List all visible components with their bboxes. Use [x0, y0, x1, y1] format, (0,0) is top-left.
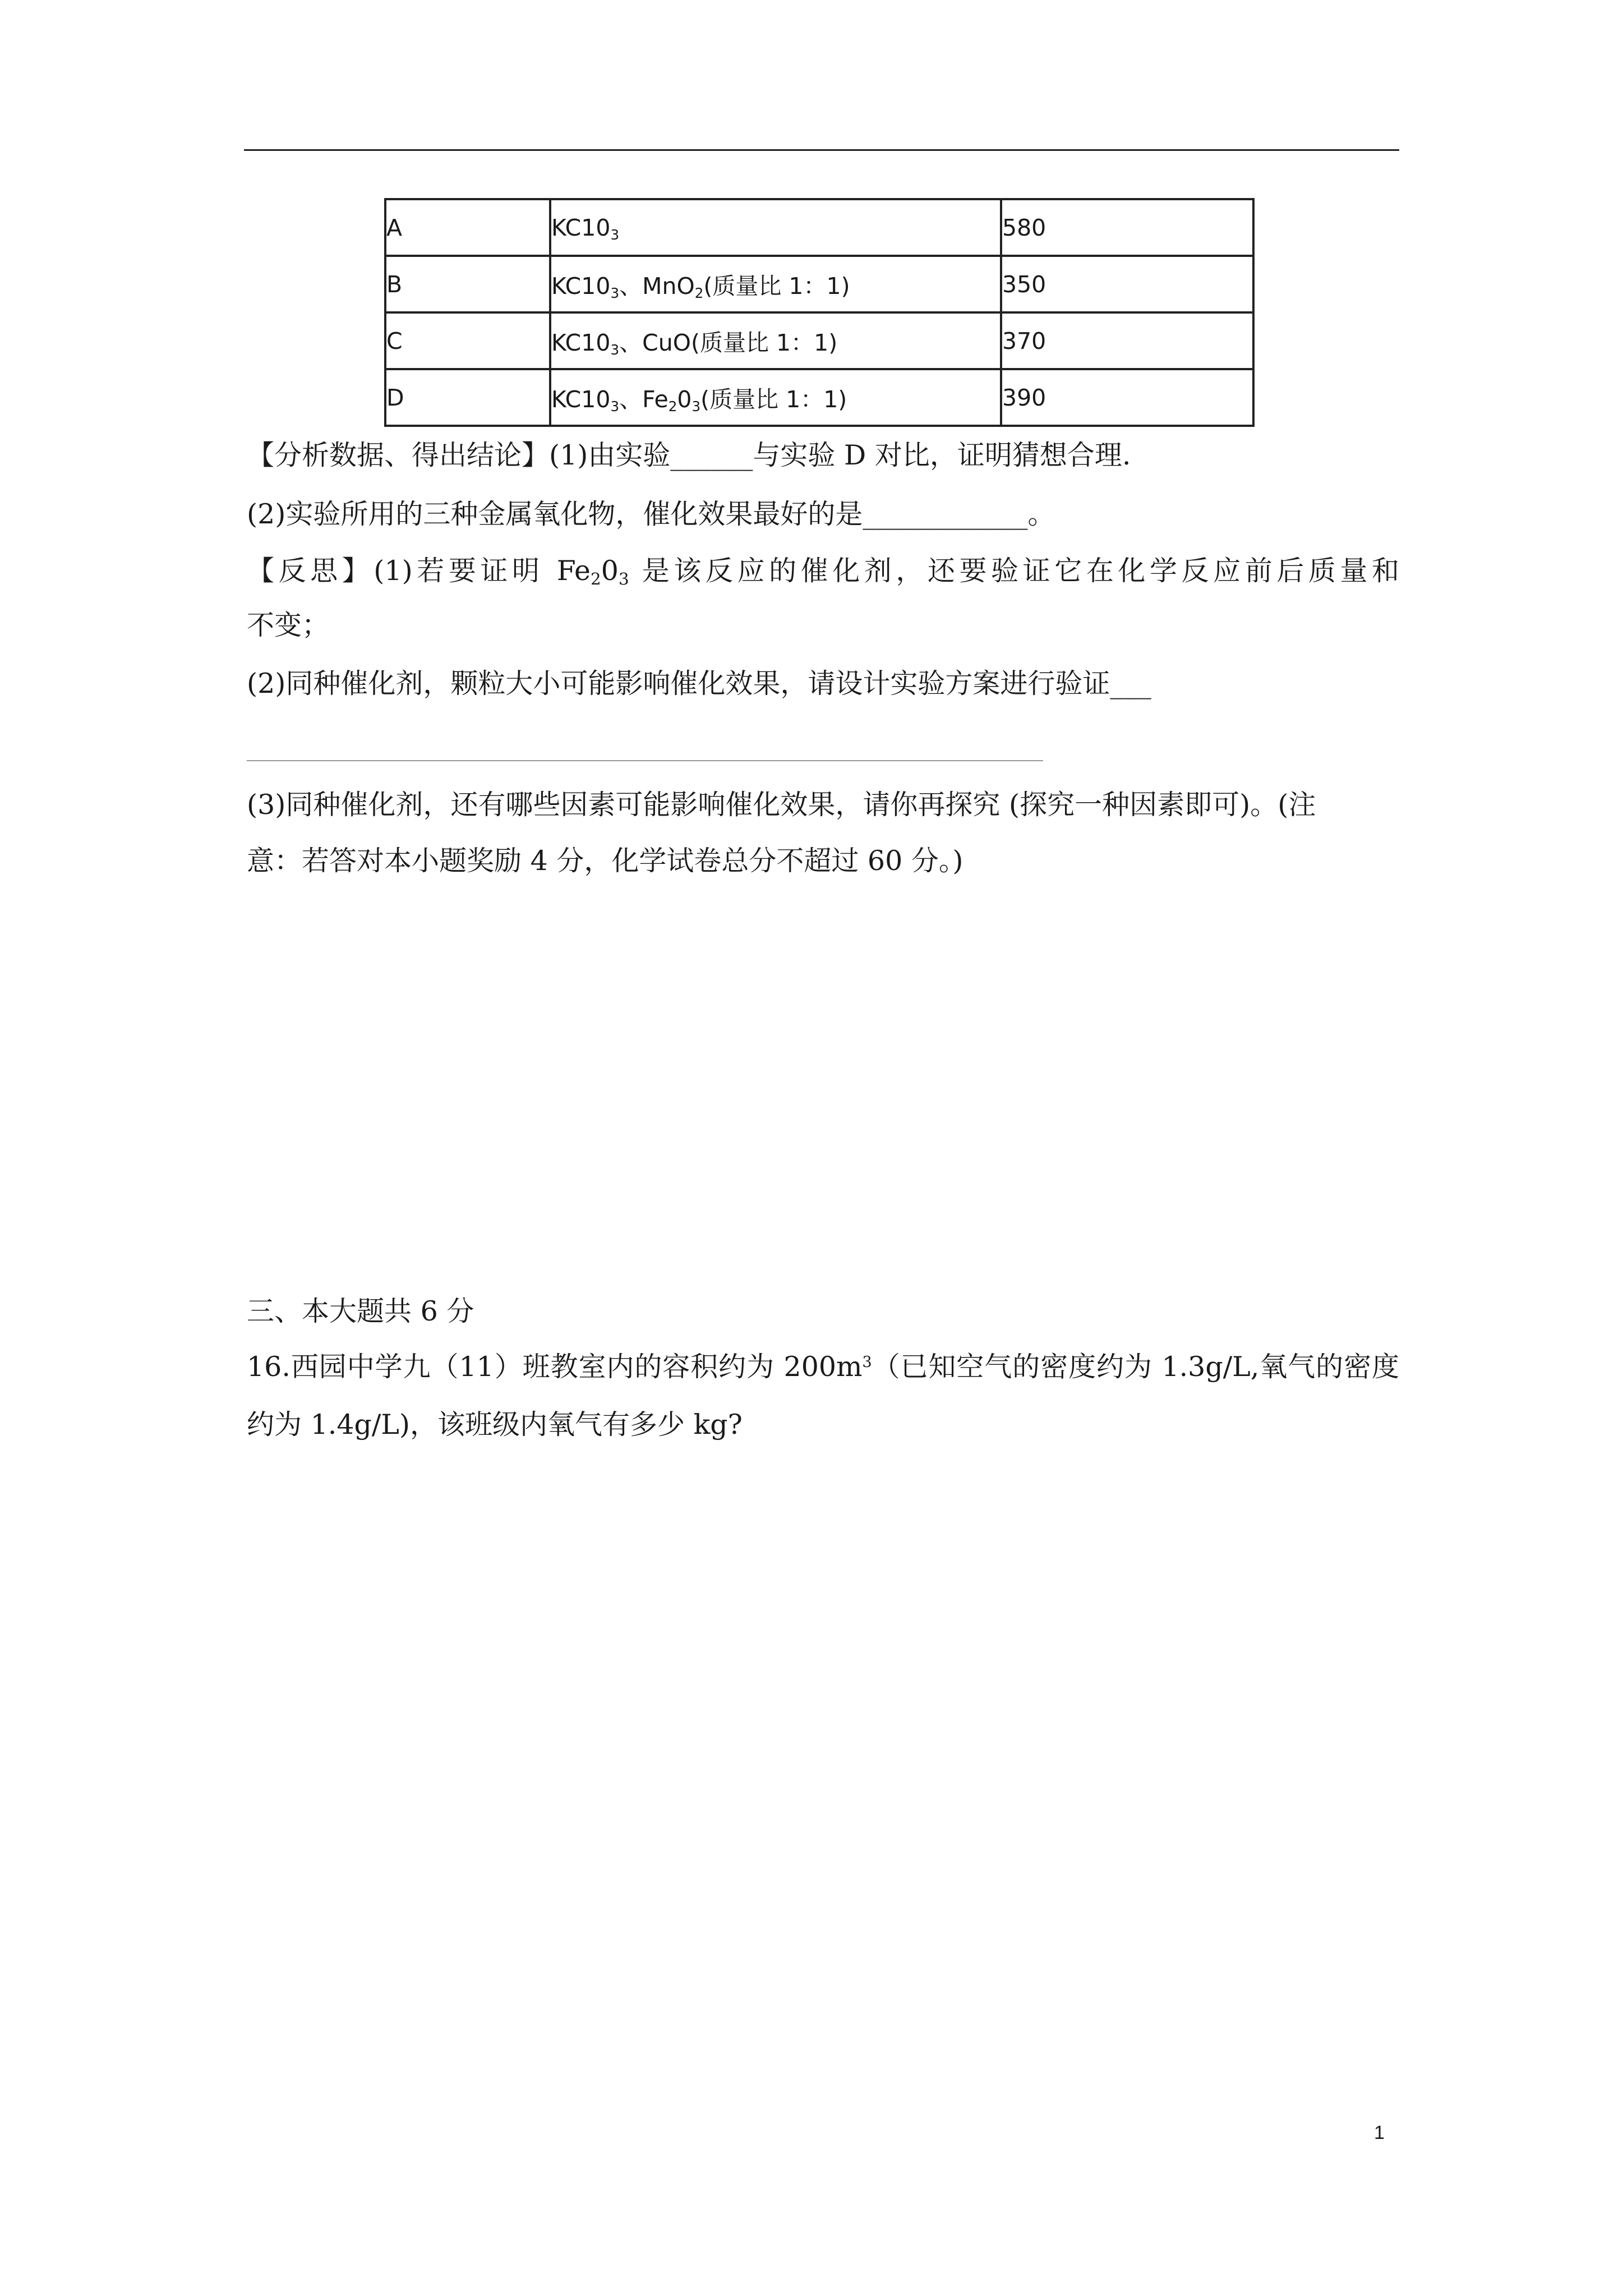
- row-id: B: [385, 256, 550, 312]
- reagent-cell: $KC10_3$、MnO$_2$(质量比 1：1): [550, 256, 1001, 312]
- reflection-line-2: 不变；: [247, 609, 330, 641]
- temperature-cell: 580: [1001, 199, 1253, 256]
- reagent-cell: $KC10_3$、CuO(质量比 1：1): [550, 312, 1001, 369]
- row-id: C: [385, 312, 550, 369]
- analysis-line-2: (2)实验所用的三种金属氧化物，催化效果最好的是____________。: [247, 498, 1055, 530]
- reagent-cell: $KC10_3$、$Fe_20_3$(质量比 1：1): [550, 369, 1001, 426]
- reflection-line-1: 【反思】(1)若要证明 $Fe_20_3$ 是该反应的催化剂，还要验证它在化学反应前后质量和: [247, 555, 1399, 589]
- analysis-line-1: 【分析数据、得出结论】(1)由实验______与实验 D 对比，证明猜想合理.: [247, 439, 1131, 471]
- experiment-table: [384, 198, 1255, 427]
- reagent-cell: $KC10_3$: [550, 199, 1001, 256]
- temperature-cell: 390: [1001, 369, 1253, 426]
- table-row: [385, 312, 1253, 369]
- table-row: [385, 256, 1253, 312]
- question-16-line-1: 16.西园中学九（11）班教室内的容积约为 $200m^3$（已知空气的密度约为 1.3g/L,氧气的密度: [247, 1351, 1400, 1383]
- temperature-cell: 370: [1001, 312, 1253, 369]
- reflection-question-2: (2)同种催化剂，颗粒大小可能影响催化效果，请设计实验方案进行验证___: [247, 668, 1151, 700]
- page-number: 1: [1374, 2122, 1385, 2143]
- reflection-note: 意：若答对本小题奖励 4 分，化学试卷总分不超过 60 分。): [247, 845, 963, 877]
- row-id: D: [385, 369, 550, 426]
- answer-line: [247, 760, 1043, 761]
- row-id: A: [385, 199, 550, 256]
- reflection-question-3: (3)同种催化剂，还有哪些因素可能影响催化效果，请你再探究 (探究一种因素即可)。(注: [247, 789, 1316, 821]
- table-row: [385, 369, 1253, 426]
- section-heading: 三、本大题共 6 分: [247, 1295, 474, 1327]
- header-rule: [244, 149, 1399, 151]
- temperature-cell: 350: [1001, 256, 1253, 312]
- table-row: [385, 199, 1253, 256]
- question-16-line-2: 约为 1.4g/L)，该班级内氧气有多少 kg?: [247, 1409, 743, 1441]
